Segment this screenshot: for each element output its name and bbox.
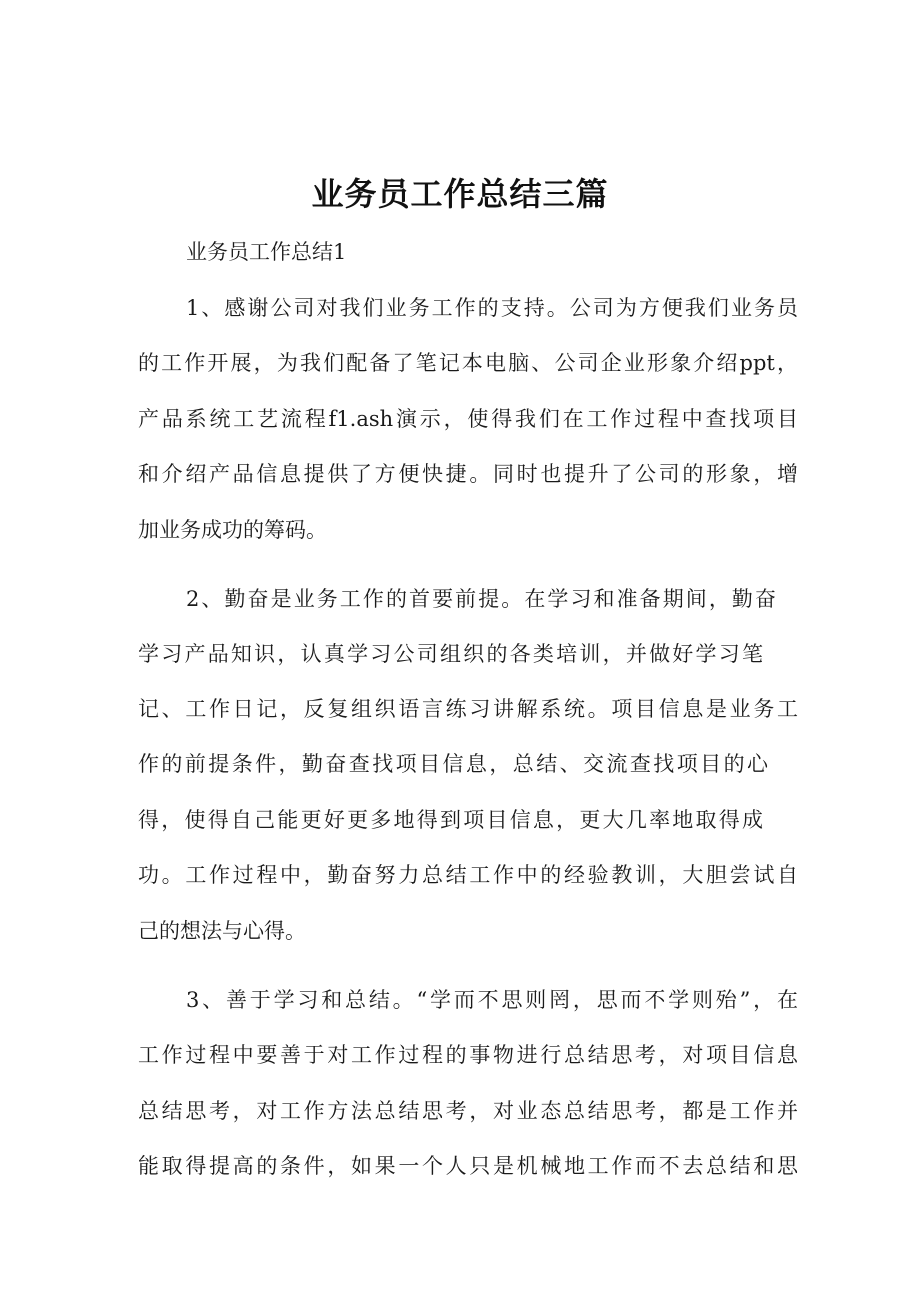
paragraph-line: 作的前提条件，勤奋查找项目信息，总结、交流查找项目的心 (138, 752, 768, 776)
paragraph-line: 总结思考，对工作方法总结思考，对业态总结思考，都是工作并 (138, 1099, 798, 1123)
section-heading: 业务员工作总结1 (186, 240, 347, 264)
paragraph-line: 3、善于学习和总结。“学而不思则罔，思而不学则殆”，在 (186, 988, 798, 1012)
document-title: 业务员工作总结三篇 (311, 175, 609, 213)
paragraph-line: 功。工作过程中，勤奋努力总结工作中的经验教训，大胆尝试自 (138, 863, 798, 887)
paragraph-line: 记、工作日记，反复组织语言练习讲解系统。项目信息是业务工 (138, 697, 798, 721)
paragraph-line: 工作过程中要善于对工作过程的事物进行总结思考，对项目信息 (138, 1043, 798, 1067)
paragraph-line: 加业务成功的筹码。 (138, 518, 327, 542)
paragraph-line: 己的想法与心得。 (138, 919, 306, 943)
paragraph-line: 学习产品知识，认真学习公司组织的各类培训，并做好学习笔 (138, 642, 763, 666)
paragraph-line: 能取得提高的条件，如果一个人只是机械地工作而不去总结和思 (138, 1154, 798, 1178)
paragraph-line: 2、勤奋是业务工作的首要前提。在学习和准备期间，勤奋 (186, 587, 776, 611)
paragraph-line: 的工作开展，为我们配备了笔记本电脑、公司企业形象介绍ppt， (138, 351, 798, 375)
paragraph-line: 得，使得自己能更好更多地得到项目信息，更大几率地取得成 (138, 808, 763, 832)
paragraph-line: 产品系统工艺流程f1.ash演示，使得我们在工作过程中查找项目 (138, 407, 798, 431)
paragraph-line: 和介绍产品信息提供了方便快捷。同时也提升了公司的形象，增 (138, 462, 798, 486)
paragraph-line: 1、感谢公司对我们业务工作的支持。公司为方便我们业务员 (186, 296, 798, 320)
